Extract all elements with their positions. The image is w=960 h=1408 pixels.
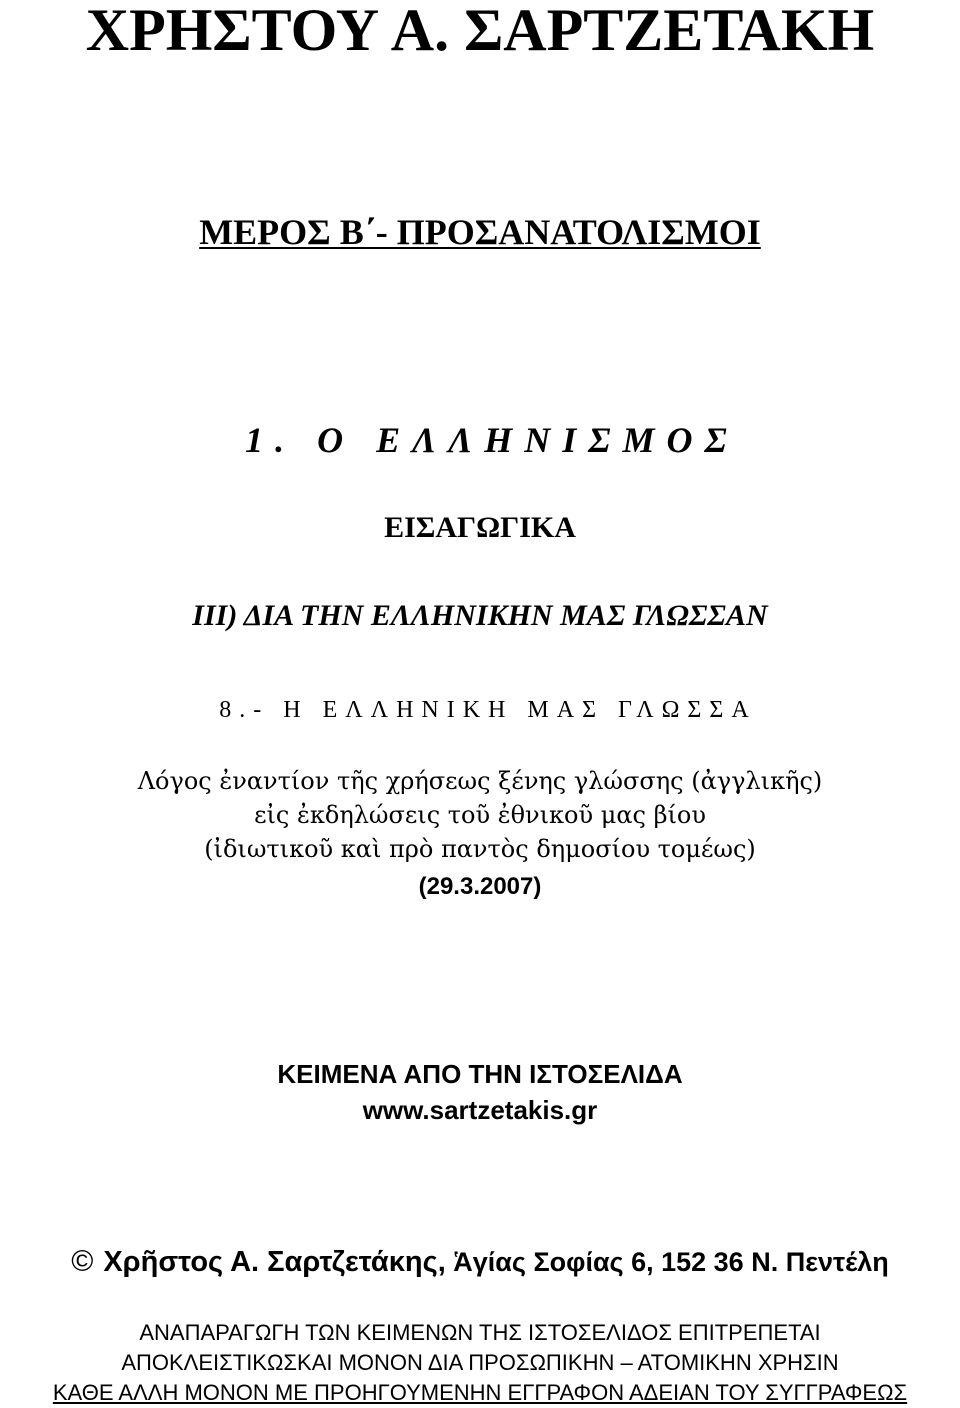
- description-line: Λόγος ἐναντίον τῆς χρήσεως ξένης γλώσσης (ἀγγλικῆς): [137, 767, 823, 795]
- notice-line: ΚΑΘΕ ΑΛΛΗ ΜΟΝΟΝ ΜΕ ΠΡΟΗΓΟΥΜΕΝΗΝ ΕΓΓΡΑΦΟΝ ΑΔΕΙΑΝ ΤΟΥ ΣΥΓΓΡΑΦΕΩΣ: [52, 1380, 908, 1405]
- essay-title: 8.- Η ΕΛΛΗΝΙΚΗ ΜΑΣ ΓΛΩΣΣΑ: [219, 697, 757, 723]
- section-heading: ΙΙΙ) ΔΙΑ ΤΗΝ ΕΛΛΗΝΙΚΗΝ ΜΑΣ ΓΛΩΣΣΑΝ: [192, 599, 768, 632]
- source-label: ΚΕΙΜΕΝΑ ΑΠΟ ΤΗΝ ΙΣΤΟΣΕΛΙΔΑ: [277, 1059, 683, 1089]
- notice-line: ΑΝΑΠΑΡΑΓΩΓΗ ΤΩΝ ΚΕΙΜΕΝΩΝ ΤΗΣ ΙΣΤΟΣΕΛΙΔΟΣ ΕΠΙΤΡΕΠΕΤΑΙ: [139, 1320, 821, 1345]
- chapter-title: 1. Ο ΕΛΛΗΝΙΣΜΟΣ: [245, 420, 739, 460]
- part-title: ΜΕΡΟΣ Β΄- ΠΡΟΣΑΝΑΤΟΛΙΣΜΟΙ: [199, 212, 761, 252]
- essay-description: [0, 764, 960, 866]
- notice-line: ΑΠΟΚΛΕΙΣΤΙΚΩΣΚΑΙ ΜΟΝΟΝ ΔΙΑ ΠΡΟΣΩΠΙΚΗΝ – ΑΤΟΜΙΚΗΝ ΧΡΗΣΙΝ: [121, 1350, 839, 1375]
- copyright-name: Χρῆστος Α. Σαρτζετάκης,: [103, 1246, 446, 1278]
- copyright-line: [0, 1242, 960, 1282]
- copyright-icon: ©: [71, 1245, 94, 1278]
- description-line: εἰς ἐκδηλώσεις τοῦ ἐθνικοῦ μας βίου: [254, 801, 706, 829]
- website-link[interactable]: www.sartzetakis.gr: [362, 1095, 598, 1125]
- description-line: (ἰδιωτικοῦ καὶ πρὸ παντὸς δημοσίου τομέως): [204, 835, 756, 863]
- copyright-address: Ἁγίας Σοφίας 6, 152 36 Ν. Πεντέλη: [453, 1247, 889, 1277]
- essay-date: (29.3.2007): [418, 873, 542, 900]
- author-title: ΧΡΗΣΤΟΥ Α. ΣΑΡΤΖΕΤΑΚΗ: [85, 0, 875, 63]
- intro-heading: ΕΙΣΑΓΩΓΙΚΑ: [384, 511, 576, 544]
